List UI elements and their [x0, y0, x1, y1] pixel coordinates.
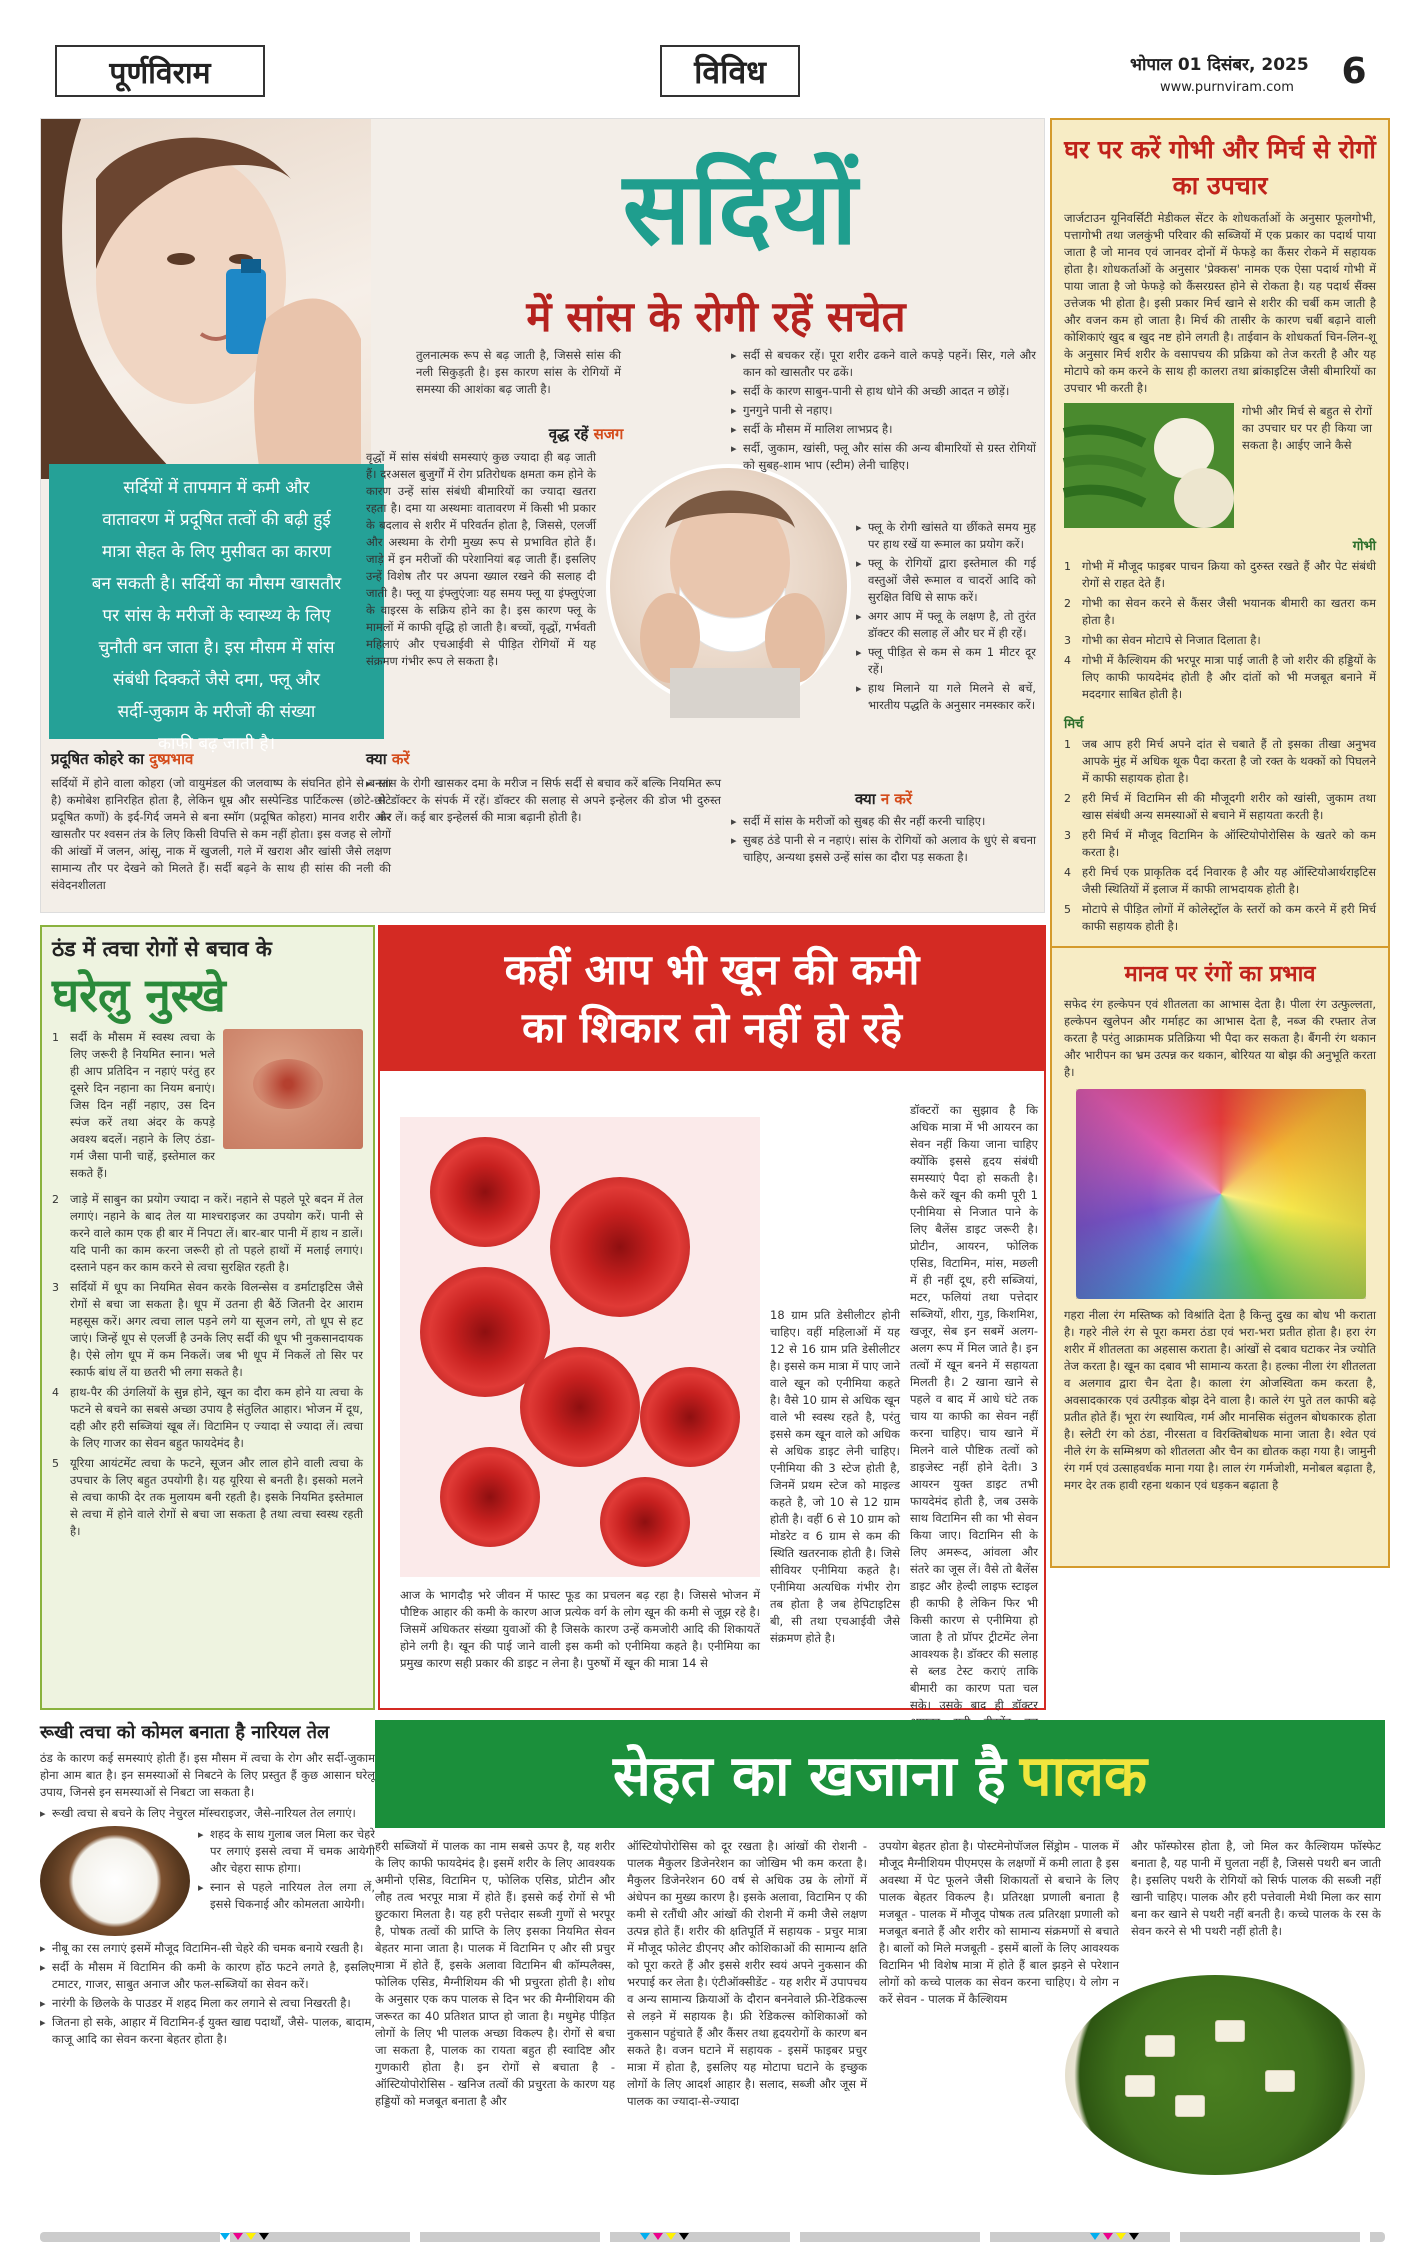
coconut-list-top — [40, 1805, 375, 1822]
list-item: ▸ सर्दी में सांस के मरीजों को सुबह की सैर नहीं करनी चाहिए। — [731, 813, 1036, 830]
list-item: 2 हरी मिर्च में विटामिन सी की मौजूदगी शरीर को खांसी, जुकाम तथा खास संबंधी अन्य समस्याओं से बचाने में सहायता करती है। — [1064, 791, 1376, 822]
intro-line: चुनौती बन जाता है। इस मौसम में सांस — [98, 638, 335, 658]
coconut-list — [40, 1940, 375, 2048]
remedy-list — [42, 1189, 373, 1545]
list-item: ▸ स्नान से पहले नारियल तेल लगा लें, इससे चिकनाई और कोमलता आयेगी। — [198, 1879, 375, 1913]
palak-paneer-image — [1065, 1975, 1365, 2175]
page-header — [0, 0, 1417, 110]
anemia-col-a: आज के भागदौड़ भरे जीवन में फास्ट फूड का प्रचलन बढ़ रहा है। जिससे भोजन में पौष्टिक आहार की कमी के कारण आज प्रत्येक वर्ग के लोग खून की कमी से जूझ रहे है। जिसमें अधिकतर संख्या युवाओं की है जिसके कारण उन्हें कमजोरी आदि की शिकायतें होने लगी है। खून की पाई जाने वाली इस कमी को एनीमिया कहते है। एनीमिया का प्रमुख कारण सही प्रकार की डाइट न लेना है। पुरुषों में खून की मात्रा 14 से — [400, 1588, 760, 1670]
remedy-title-line1: ठंड में त्वचा रोगों से बचाव के — [52, 937, 272, 961]
right-title: घर पर करें गोभी और मिर्च से रोगों का उपचार — [1064, 135, 1376, 200]
tips-column — [731, 347, 1036, 476]
remedy-header — [42, 927, 373, 1025]
mirch-list — [1052, 734, 1388, 940]
list-item: ▸ सुबह ठंडे पानी से न नहाएं। सांस के रोगियों को अलाव के धुएं से बचना चाहिए, अन्यथा इससे उन्हें सांस का दौरा पड़ सकता है। — [731, 832, 1036, 866]
pollution-section — [51, 749, 391, 894]
cmyk-marks-icon — [220, 2233, 269, 2240]
rainbow-rose-image — [1076, 1089, 1366, 1299]
tips-list-lower — [856, 519, 1036, 714]
do-heading: क्या करें — [366, 750, 410, 768]
veg-row — [1052, 397, 1388, 534]
intro-line: काफी बढ़ जाती है। — [157, 734, 276, 754]
intro-line: वातावरण में प्रदूषित तत्वों की बढ़ी हुई — [102, 510, 331, 530]
spinach-title: सेहत का खजाना है पालक — [375, 1720, 1385, 1828]
coconut-list-side — [198, 1826, 375, 1936]
rbc-icon — [640, 1367, 740, 1467]
intro-line: सर्दियों में तापमान में कमी और — [123, 478, 310, 498]
spinach-article — [375, 1720, 1385, 2220]
list-item: 2 गोभी का सेवन करने से कैंसर जैसी भयानक बीमारी का खतरा कम होता है। — [1064, 596, 1376, 627]
list-item: ▸ सर्दी, जुकाम, खांसी, फ्लू और सांस की अन्य बीमारियों से ग्रस्त रोगियों को सुबह-शाम भाप (स्टीम) लेनी चाहिए। — [731, 440, 1036, 474]
coconut-title: रूखी त्वचा को कोमल बनाता है नारियल तेल — [40, 1722, 330, 1743]
intro-line: बन सकती है। सर्दियों का मौसम खासतौर — [91, 574, 342, 594]
pollution-heading: प्रदूषित कोहरे का दुष्प्रभाव — [51, 750, 194, 768]
feature-subtitle: में सांस के रोगी रहें सचेत — [526, 292, 906, 341]
list-item: ▸ फ्लू के रोगी खांसते या छींकते समय मुह पर हाथ रखें या रूमाल का प्रयोग करें। — [856, 519, 1036, 553]
list-item: 5 यूरिया आयंटमेंट त्वचा के फटने, सूजन और लाल होने वाली त्वचा के उपचार के लिए बहुत उपयोगी है। यह यूरिया से बनती है। इसको मलने से त्वचा काफी देर तक मुलायम बनी रहती है। इसके नियमित इस्तेमाल से त्वचा में होने वाले रोगों से बचा जा सकता है तथा त्वचा स्वस्थ रहती है। — [52, 1456, 363, 1538]
skin-remedies-article — [40, 925, 375, 1710]
list-item: ▸ हाथ मिलाने या गले मिलने से बचें, भारतीय पद्धति के अनुसार नमस्कार करें। — [856, 680, 1036, 714]
coconut-image — [40, 1826, 190, 1936]
list-item: 5 मोटापे से पीड़ित लोगों में कोलेस्ट्रॉल के स्तरों को कम करने में हरी मिर्च काफी सहायक होती है। — [1064, 902, 1376, 933]
paneer-piece-icon — [1265, 2070, 1295, 2092]
inhaler-woman-image — [41, 119, 371, 479]
dont-heading: क्या न करें — [854, 790, 913, 808]
coconut-oil-article — [40, 1720, 375, 2220]
rbc-icon — [520, 1347, 640, 1467]
rbc-icon — [550, 1177, 690, 1317]
rbc-icon — [430, 1137, 540, 1247]
spinach-col-4: और फॉस्फोरस होता है, जो मिल कर कैल्शियम फॉस्फेट बनाता है, यह पानी में घुलता नहीं है, जिससे पथरी बन जाती है। इसलिए पथरी के रोगियों को सिर्फ पालक की सब्जी नहीं खानी चाहिए। पालक और हरी पत्तेवाली मेथी मिला कर साग बना कर खाने से पथरी नहीं बनती है। कच्चे पालक के रस के सेवन करने से भी पथरी नहीं होती है। — [1131, 1839, 1381, 1938]
masthead-logo: पूर्णविराम — [55, 45, 265, 97]
elderly-text: वृद्धों में सांस संबंधी समस्याएं कुछ ज्यादा ही बढ़ जाती हैं। दरअसल बुजुर्गों में रोग प्रतिरोधक क्षमता कम होने के कारण उन्हें सांस संबंधी बीमारियों का ज्यादा खतरा रहता है। दमा या अस्थमाः वातावरण में किसी भी प्रकार के बदलाव से शरीर में परिवर्तन होता है, जिससे, एलर्जी और अस्थमा के रोगी मुख्य रूप से प्रभावित होते हैं। जाड़े में इन मरीजों की परेशानियां बढ़ जाती हैं। इसलिए उन्हें विशेष तौर पर अपना ख्याल रखने की सलाह दी जाती है। फ्लू या इंफ्लुएंजाः यह समय फ्लू या इंफ्लुएंजा के वाइरस के सक्रिय होने का है। इस कारण फ्लू के मामलों में काफी वृद्धि हो जाती है। बच्चों, वृद्धों, गर्भवती महिलाएं और एचआईवी से पीड़ित रोगियों में यह संक्रमण गंभीर रूप ले सकता है। — [366, 450, 596, 668]
red-blood-cells-image — [400, 1117, 760, 1577]
list-item: ▸ सर्दी से बचकर रहें। पूरा शरीर ढकने वाले कपड़े पहनें। सिर, गले और कान को खासतौर पर ढकें। — [731, 347, 1036, 381]
list-item: ▸ जितना हो सके, आहार में विटामिन-ई युक्त खाद्य पदार्थों, जैसे- पालक, बादाम, काजू आदि का सेवन करना बेहतर होता है। — [40, 2014, 375, 2048]
paneer-piece-icon — [1215, 2020, 1245, 2042]
do-section — [366, 749, 721, 828]
list-item: 1 गोभी में मौजूद फाइबर पाचन क्रिया को दुरुस्त रखते हैं और पेट संबंधी रोगों से राहत देते हैं। — [1064, 559, 1376, 590]
cabbage-chili-article — [1050, 118, 1390, 1568]
list-item: 4 हाथ-पैर की उंगलियों के सुन्न होने, खून का दौरा कम होने या त्वचा के फटने से बचने का सबसे अच्छा उपाय है संतुलित आहार। भोजन में दूध, दही और हरी सब्जियां खूब लें। विटामिन ए ज्यादा से ज्यादा लें। त्वचा के लिए गाजर का सेवन बहुत फायदेमंद है। — [52, 1385, 363, 1450]
rbc-icon — [600, 1477, 690, 1567]
coconut-intro: ठंड के कारण कई समस्याएं होती हैं। इस मौसम में त्वचा के रोग और सर्दी-जुकाम होना आम बात है। इन समस्याओं से निबटने के लिए प्रस्तुत हैं कुछ आसान घरेलू उपाय, जिनसे इन समस्याओं से निबटा जा सकता है। — [40, 1751, 375, 1799]
remedy-title-line2: घरेलु नुस्खे — [52, 968, 226, 1022]
list-item: ▸ गुनगुने पानी से नहाए। — [731, 402, 1036, 419]
list-item: ▸ नीबू का रस लगाएं इसमें मौजूद विटामिन-सी चेहरे की चमक बनाये रखती है। — [40, 1940, 375, 1957]
winter-breathing-feature — [40, 118, 1045, 913]
veg-side-text: गोभी और मिर्च से बहुत से रोगों का उपचार घर पर ही किया जा सकता है। आईए जाने कैसे — [1242, 404, 1372, 452]
intro-line: पर सांस के मरीजों के स्वास्थ्य के लिए — [102, 606, 331, 626]
colors-text-2: गहरा नीला रंग मस्तिष्क को विश्रांति देता है किन्तु दुख का बोध भी कराता है। गहरे नीले रंग से पूरा कमरा ठंडा एवं भरा-भरा प्रतीत होता है। हरा रंग शरीर में शीतलता का अहसास कराता है। आंखों से दबाव घटाकर नेत्र ज्योति तेज करता है। खून का दबाव भी सामान्य करता है। हल्का नीला रंग शीतलता व अलगाव द्वारा चैन देता है। काला रंग ओजस्विता कम करता है, अवसादकारक एवं उत्पीड़क बोझ देने वाला है। काले रंग पुते तल काफी बढ़े प्रतीत होते हैं। भूरा रंग स्थायित्व, गर्म और मानसिक संतुलन बोधकारक होता है। स्लेटी रंग को ठंडा, नीरसता व विरक्तिबोधक माना जाता है। श्वेत एवं नीले रंग के सम्मिश्रण को शीतलता और चैन का द्योतक कहा गया है। जामुनी रंग गर्म एवं उत्साहवर्धक माना गया है। लाल रंग गर्मजोशी, मनोबल बढ़ाता है, मगर देर तक हावी रहना थकान एवं धड़कन बढ़ाता है — [1064, 1308, 1376, 1492]
intro-line: मात्रा सेहत के लिए मुसीबत का कारण — [102, 542, 331, 562]
list-item: 3 गोभी का सेवन मोटापे से निजात दिलाता है। — [1064, 633, 1261, 647]
intro-line: सर्दी-जुकाम के मरीजों की संख्या — [117, 702, 316, 722]
dont-list — [731, 813, 1036, 866]
col2-top-text: तुलनात्मक रूप से बढ़ जाती है, जिससे सांस की नली सिकुड़ती है। इस कारण सांस के रोगियों में समस्या की आशंका बढ़ जाती है। — [416, 348, 621, 396]
spinach-col-2: ऑस्टियोपोरोसिस को दूर रखता है। आंखों की रोशनी - पालक मैकुलर डिजेनरेशन का जोखिम भी कम करता है। मैकुलर डिजेनरेशन 60 वर्ष से अधिक उम्र के लोगों में अंधेपन का मुख्य कारण है। इसके अलावा, विटामिन ए की कमी से रतौंधी और आंखों की रोशनी में कमी जैसे लक्षण उत्पन्न होते हैं। शरीर की क्षतिपूर्ति में सहायक - प्रचुर मात्रा में मौजूद फोलेट डीएनए और कोशिकाओं की सामान्य क्षति को पूरा करते हैं और इससे शरीर स्वयं अपने नुकसान की भरपाई कर लेता है। एंटीऑक्सीडेंट - यह शरीर में उपापचय व अन्य सामान्य क्रियाओं के दौरान बननेवाले फ्री-रेडिकल्स से लड़ने में सहायक है। फ्री रेडिकल्स कोशिकाओं को नुकसान पहुंचाते हैं और कैंसर तथा हृदयरोगों के कारण बन सकते है। वजन घटाने में सहायक - इसमें फाइबर प्रचुर मात्रा में होता है, इसलिए यह मोटापा घटाने के इच्छुक लोगों के लिए आदर्श आहार है। सलाद, सब्जी और जूस में पालक का ज्यादा-से-ज्यादा — [627, 1839, 867, 2108]
cmyk-marks-icon — [1090, 2233, 1139, 2240]
list-item: 3 हरी मिर्च में मौजूद विटामिन के ऑस्टियोपोरोसिस के खतरे को कम करता है। — [1064, 828, 1376, 859]
list-item: ▸ अगर आप में फ्लू के लक्षण है, तो तुरंत डॉक्टर की सलाह लें और घर में ही रहें। — [856, 608, 1036, 642]
list-item: 4 हरी मिर्च एक प्राकृतिक दर्द निवारक है और यह ऑस्टियोआर्थराइटिस जैसी स्थितियों में इलाज में काफी लाभदायक होती है। — [1064, 865, 1376, 896]
anemia-title: कहीं आप भी खून की कमी का शिकार तो नहीं हो रहे — [380, 927, 1044, 1071]
right-intro: जार्जटाउन यूनिवर्सिटी मेडीकल सेंटर के शोधकर्ताओं के अनुसार फूलगोभी, पत्तागोभी तथा जलकुंभी परिवार की सब्जियों में एक प्रकार का पदार्थ पाया जाता है जो मानव एवं जानवर दोनों में फेफड़े का कैंसर रोकने में सहायक होता है। शोधकर्ताओं के अनुसार 'प्रेक्कस' नामक एक ऐसा पदार्थ गोभी में पाया जाता है जो फेफड़े को कैंसरग्रस्त होने से रोकता है। यह पदार्थ सैंक्स उत्तेजक भी होता है। इसी प्रकार मिर्च खाने से शरीर की चर्बी कम जाती है और वजन कम हो जाता है। मिर्च की तासीर के कारण चर्बी बढ़ाने वाली कोशिकाएं खुद ब खुद नष्ट होने लगती है। ताईवान के शोधकर्ता चिन-लिन-शू के अनुसार मिर्च शरीर के वसापचय की प्रक्रिया को तेज करती है और यह मोटापे को कम करने के साथ ही कालरा तथा ब्रांकाइटिस जैसी बीमारियों का उपचार भी करती है। — [1064, 211, 1376, 395]
gobhi-list — [1052, 556, 1388, 708]
paneer-piece-icon — [1145, 2035, 1175, 2057]
vegetables-image — [1064, 403, 1234, 528]
pollution-text: सर्दियों में होने वाला कोहरा (जो वायुमंडल की जलवाष्प के संघनित होने से बनता है) कमोबेश हानिरहित होता है, लेकिन धूम्र और सस्पेन्डिड पार्टिकल्स (छोटे-छोटे प्रदूषित कणों) के इर्द-गिर्द जमने से बना स्मॉग (प्रदूषित कोहरा) मानव शरीर और खासतौर पर श्वसन तंत्र के लिए किसी विपत्ति से कम नहीं होता। इस वजह से लोगों की आंखों में जलन, आंसू, नाक में खुजली, गले में खराश और खांसी जैसे लक्षण सामान्य तौर पर देखने को मिलते हैं। सर्दी बढ़ने के साथ ही सांस की नली की संवेदनशीलता — [51, 776, 391, 892]
list-item: ▸ शहद के साथ गुलाब जल मिला कर चेहरे पर लगाएं इससे त्वचा में चमक आयेगी और चेहरा साफ होगा। — [198, 1826, 375, 1877]
mirch-heading: मिर्च — [1064, 717, 1084, 732]
list-item: 3 सर्दियों में धूप का नियमित सेवन करके विलन्सेस व डर्माटाइटिस जैसे रोगों से बचा जा सकता है। धूप में उतना ही बैठें जितनी देर आराम महसूस करें। अगर त्वचा लाल पड़ने लगे या सूजन लगे, तो धूप से हट जाएं। जिन्हें धूप से एलर्जी है उनके लिए सर्दी की धूप भी नुकसानदायक है। ऐसे लोग धूप में कम निकलें। जब भी धूप में निकलें तो सिर पर स्कार्फ बांध लें या छतरी भी लगा सकते है। — [52, 1280, 363, 1379]
cmyk-marks-icon — [640, 2233, 689, 2240]
list-item: 4 गोभी में कैल्शियम की भरपूर मात्रा पाई जाती है जो शरीर की हड्डियों के लिए काफी फायदेमंद होती है और दांतों को भी मजबूत बनाने में मददगार साबित होती है। — [1064, 653, 1376, 701]
list-item: ▸ सांस के रोगी खासकर दमा के मरीज न सिर्फ सर्दी से बचाव करें बल्कि नियमित रूप से डॉक्टर के संपर्क में रहें। डॉक्टर की सलाह से अपने इन्हेलर की डोज भी दुरुस्त कर लें। कई बार इन्हेलर्स की मात्रा बढ़ानी होती है। — [366, 775, 721, 826]
elderly-section — [416, 424, 756, 444]
skin-rash-image — [223, 1029, 363, 1149]
dont-section — [731, 789, 1036, 868]
paneer-piece-icon — [1125, 2075, 1155, 2097]
colors-title: मानव पर रंगों का प्रभाव — [1052, 946, 1388, 996]
section-label: विविध — [660, 45, 800, 97]
list-item: ▸ सर्दी के मौसम में विटामिन की कमी के कारण होंठ फटने लगते है, इसलिए टमाटर, गाजर, साबुत अनाज और फल-सब्जियों का सेवन करें। — [40, 1959, 375, 1993]
list-item: 1 सर्दी के मौसम में स्वस्थ त्वचा के लिए जरूरी है नियमित स्नान। भले ही आप प्रतिदिन न नहाएं परंतु हर दूसरे दिन नहाना का नियम बनाएं। जिस दिन नहीं नहाए, उस दिन स्पंज करें तथा अंदर के कपड़े अवश्य बदलें। नहाने के लिए ठंडा-गर्म जैसा पानी चाहें, इस्तेमाल कर सकते हैं। — [52, 1030, 215, 1180]
list-item: ▸ नारंगी के छिलके के पाउडर में शहद मिला कर लगाने से त्वचा निखरती है। — [40, 1995, 375, 2012]
website-url[interactable]: www.purnviram.com — [1160, 80, 1294, 95]
paneer-piece-icon — [1175, 2095, 1205, 2117]
rbc-icon — [440, 1447, 540, 1547]
remedy-list-top — [52, 1029, 215, 1185]
sneezing-person-image — [606, 464, 851, 709]
vegetables-icon — [1064, 403, 1234, 528]
intro-line: संबंधी दिक्कतें जैसे दमा, फ्लू और — [113, 670, 320, 690]
list-item: ▸ सर्दी के कारण साबुन-पानी से हाथ धोने की अच्छी आदत न छोड़ें। — [731, 383, 1036, 400]
anemia-article — [378, 925, 1046, 1710]
page-footer — [40, 2232, 1385, 2244]
colors-text-1: सफेद रंग हल्केपन एवं शीतलता का आभास देता है। पीला रंग उत्फुल्लता, हल्केपन खुलेपन और गर्माहट का आभास देता है, नब्ज की रफ्तार तेज करता है परंतु आक्रामक प्रतिक्रिया भी पैदा कर सकता है। बैंगनी रंग थकान और भारीपन का भ्रम उत्पन्न कर थकान, बोरियत या बोझ की अनुभूति करता है। — [1064, 997, 1376, 1079]
list-item: ▸ फ्लू पीड़ित से कम से कम 1 मीटर दूर रहें। — [856, 644, 1036, 678]
list-item: ▸ रूखी त्वचा से बचने के लिए नेचुरल मॉस्चराइजर, जैसे-नारियल तेल लगाएं। — [40, 1805, 375, 1822]
coconut-row — [40, 1826, 375, 1936]
inhaler-woman-icon — [41, 119, 371, 479]
list-item: 2 जाड़े में साबुन का प्रयोग ज्यादा न करें। नहाने से पहले पूरे बदन में तेल लगाएं। नहाने के बाद तेल या माश्चराइजर का उपयोग करें। पानी से करने वाले काम एक ही बार में निपटा लें। बार-बार पानी में हाथ न डालें। यदि पानी का काम करना जरूरी हो तो पहले हाथों में मलाई लगाएं। दस्ताने पहन कर काम करने से त्वचा सुरक्षित रहती है। — [52, 1192, 363, 1274]
list-item: ▸ फ्लू के रोगियों द्वारा इस्तेमाल की गई वस्तुओं जैसे रूमाल व चादरों आदि को सुरक्षित विधि से साफ करें। — [856, 555, 1036, 606]
list-item: 1 जब आप हरी मिर्च अपने दांत से चबाते हैं तो इसका तीखा अनुभव आपके मुंह में अधिक थूक पैदा करता है जो रक्त के थक्कों को पिघलने में काफी सहायक होता है। — [1064, 737, 1376, 785]
feature-title: सर्दियों — [622, 149, 860, 267]
spinach-col-1: हरी सब्जियों में पालक का नाम सबसे ऊपर है, यह शरीर के लिए काफी फायदेमंद है। इसमें शरीर के लिए आवश्यक अमीनो एसिड, विटामिन ए, फोलिक एसिड, प्रोटीन और लौह तत्व भरपूर मात्रा में होते हैं। इससे कई रोगों से भी छुटकारा मिलता है। यह हरी पत्तेदार सब्जी गुणों से भरपूर है, पोषक तत्वों की प्राप्ति के लिए इसका नियमित सेवन बेहतर माना जाता है। पालक में विटामिन ए और सी प्रचुर मात्रा में होते हैं, इसके अलावा विटामिन बी कॉम्पलैक्स, फोलिक एसिड, मैग्नीशियम की भी प्रचुरता होती है। शोध के अनुसार एक कप पालक से दिन भर की मैग्नीशियम की जरूरत का 40 प्रतिशत प्राप्त हो जाता है। मधुमेह पीड़ित लोगों के लिए भी पालक अच्छा विकल्प है। रोगों से बचा जा सकता है, पालक का रायता बहुत ही स्वादिष्ट और गुणकारी होता है। इन रोगों से बचाता है - ऑस्टियोपोरोसिस - खनिज तत्वों की प्रचुरता के कारण यह हड्डियों को मजबूत बनाता है और — [375, 1839, 615, 2108]
list-item: ▸ सर्दी के मौसम में मालिश लाभप्रद है। — [731, 421, 1036, 438]
tips-column-lower — [856, 519, 1036, 716]
do-list — [366, 775, 721, 826]
feature-intro-box — [49, 464, 384, 754]
anemia-col-b: 18 ग्राम प्रति डेसीलीटर होनी चाहिए। वहीं महिलाओं में यह 12 से 16 ग्राम प्रति डेसीलीटर है। इससे कम मात्रा में पाए जाने वाले खून को एनीमिया कहते है। वैसे 10 ग्राम से अधिक खून वाले भी स्वस्थ रहते है, परंतु इससे कम खून वाले को अधिक से अधिक डाइट लेनी चाहिए। एनीमिया की 3 स्टेज होती है, जिनमें प्रथम स्टेज को माइल्ड कहते है, जो 10 से 12 ग्राम होती है। वहीं 6 से 10 ग्राम को मोडरेट व 6 ग्राम से कम की स्थिति खतरनाक होती है। जिसे सीवियर एनीमिया कहते है। एनीमिया अत्यधिक गंभीर रोग तब होता है जब हेपिटाइटिस बी, सी तथा एचआईवी जैसे संक्रमण होते है। — [770, 1308, 900, 1645]
issue-date: भोपाल 01 दिसंबर, 2025 — [1130, 55, 1309, 75]
tips-list — [731, 347, 1036, 474]
page-number: 6 — [1341, 50, 1367, 92]
gobhi-heading: गोभी — [1352, 539, 1376, 554]
rose-wrap — [1052, 1081, 1388, 1307]
spinach-col-3: उपयोग बेहतर होता है। पोस्टमेनोपॉजल सिंड्रोम - पालक में मौजूद मैग्नीशियम पीएमएस के लक्षणों में कमी लाता है इस अवस्था में पेट फूलने जैसी शिकायतों से बचाने के लिए पालक बेहतर विकल्प है। प्रतिरक्षा प्रणाली बनाता है मजबूत - पालक में मौजूद पोषक तत्व प्रतिरक्षा प्रणाली को मजबूत बनाते हैं और शरीर को सामान्य संक्रमणों से बचाते है। बालों को मिले मजबूती - इसमें बालों के लिए आवश्यक विटामिन भी विशेष मात्रा में होते हैं बाल झड़ने से परेशान लोगों को कच्चे पालक का सेवन करना चाहिए। ये लोग न करें सेवन - पालक में कैल्शियम — [879, 1839, 1119, 2006]
sneeze-icon — [610, 468, 855, 713]
anemia-col-c: डॉक्टरों का सुझाव है कि अधिक मात्रा में भी आयरन का सेवन नहीं किया जाना चाहिए क्योंकि इससे हृदय संबंधी समस्याएं पैदा हो सकती है। कैसे करें खून की कमी पूरी 1 एनीमिया से निजात पाने के लिए बैलेंस डाइट जरूरी है। प्रोटीन, आयरन, फोलिक एसिड, विटामिन, मांस, मछली में ही नहीं दूध, हरी सब्जियां, मटर, फलियां तथा पत्तेदार सब्जियों, शीरा, गुड़, किशमिश, खजूर, सेब इन सबमें अलग-अलग रूप में मिल जाते है। इन तत्वों में खून बनने में सहायता मिलती है। 2 खाना खाने से पहले व बाद में आधे घंटे तक चाय या काफी का सेवन नहीं करना चाहिए। चाय खाने में मिलने वाले पौष्टिक तत्वों को डाइजेस्ट नहीं होने देती। 3 आयरन युक्त डाइट तभी फायदेमंद होती है, जब उसके साथ विटामिन सी का भी सेवन किया जाए। विटामिन सी के लिए अमरूद, आंवला और संतरे का जूस लें। वैसे तो बैलेंस डाइट और हेल्दी लाइफ स्टाइल ही काफी है लेकिन फिर भी किसी कारण से एनीमिया हो जाता है तो प्रॉपर ट्रीटमेंट लेना आवश्यक है। डॉक्टर की सलाह से ब्लड टेस्ट कराएं ताकि बीमारी का कारण पता चल सके। उसके बाद ही डॉक्टर — [910, 1103, 1038, 1712]
remedy-first-row — [42, 1025, 373, 1189]
elderly-heading: वृद्ध रहें सजग — [548, 425, 624, 443]
